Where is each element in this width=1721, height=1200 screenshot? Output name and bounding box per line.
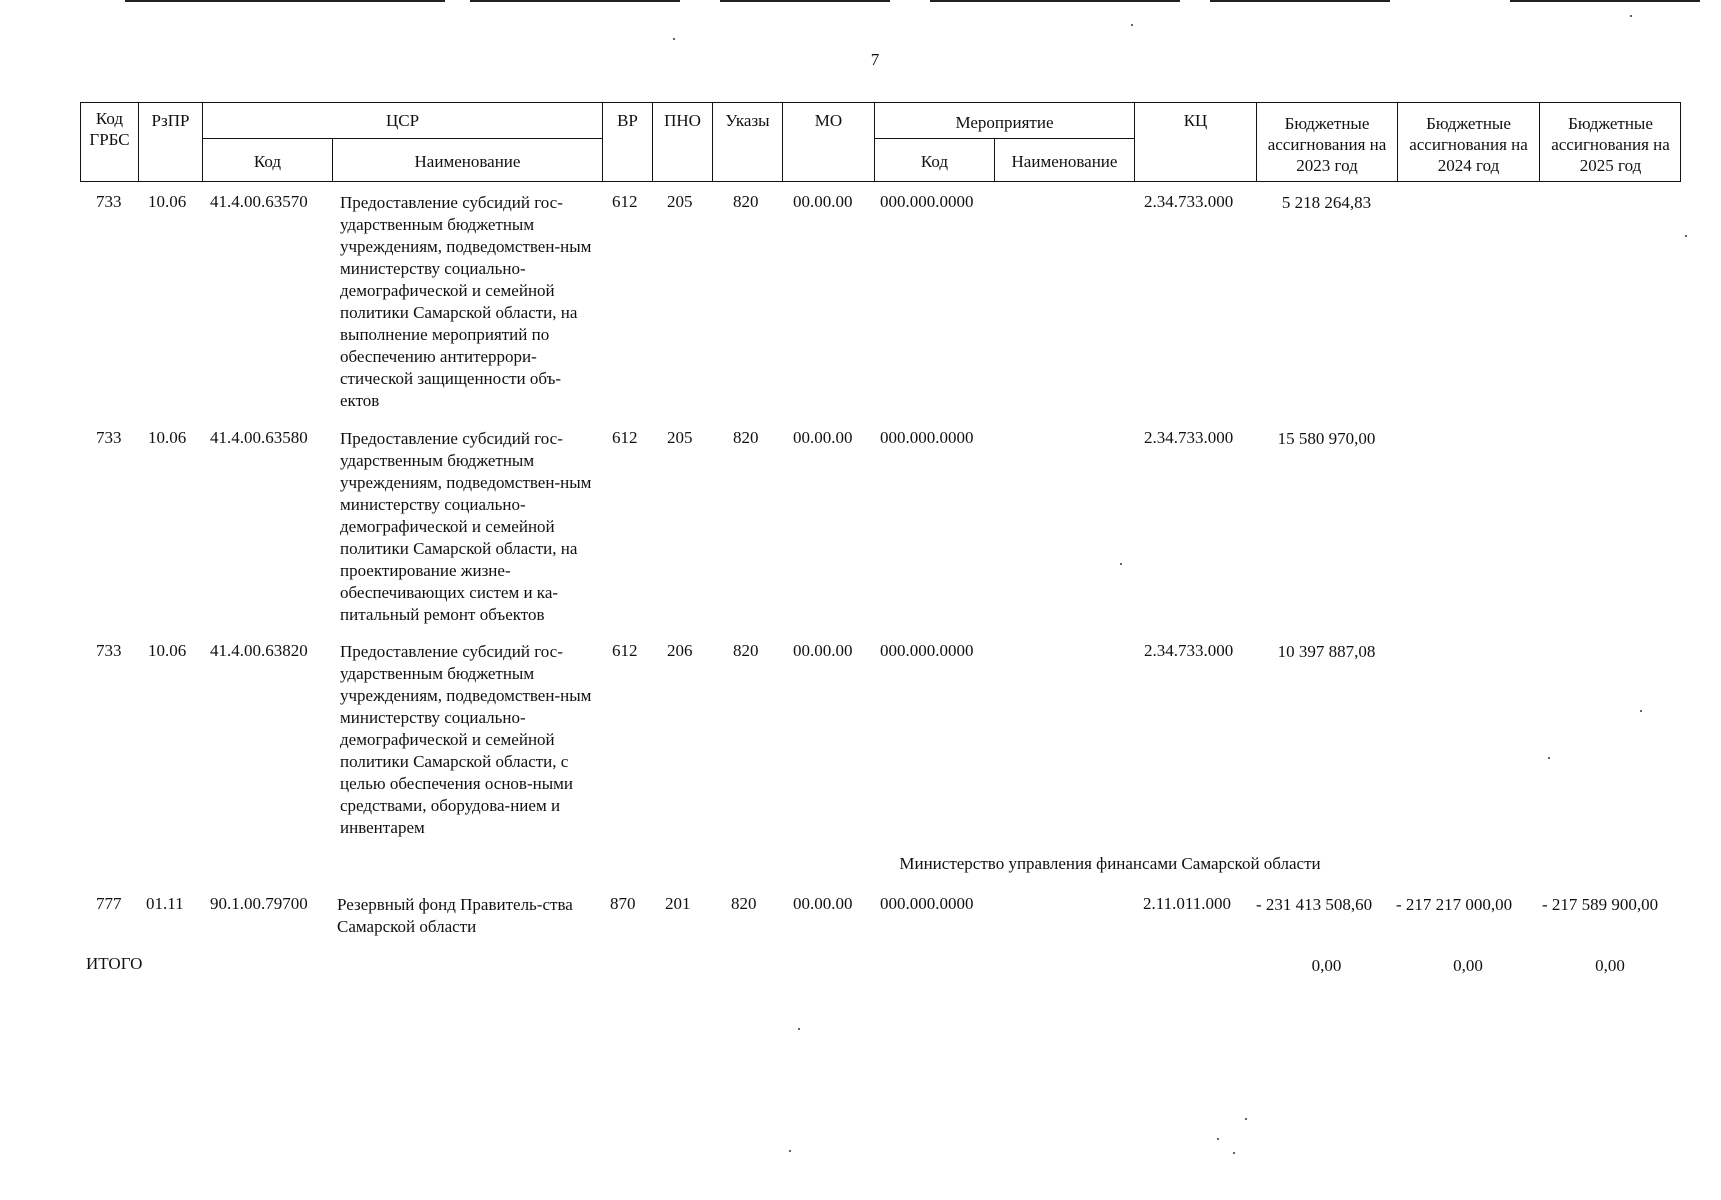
cell-name: Предоставление субсидий гос-ударственным бюджетным учреждениям, подведомствен-ным министерству социально-демографической и семейной политики Самарской области, на проектирование жизне-обеспечивающих систем и ка-питальный ремонт объектов bbox=[340, 429, 592, 624]
header-pno bbox=[652, 102, 712, 182]
header-vr bbox=[602, 102, 652, 182]
cell-vr: 612 bbox=[612, 641, 638, 660]
cell-rzpr: 01.11 bbox=[146, 894, 184, 913]
header-kod-grbs-label: Код ГРБС bbox=[89, 109, 130, 149]
cell-mer-kod: 000.000.0000 bbox=[880, 428, 974, 447]
cell-rzpr: 10.06 bbox=[148, 428, 187, 447]
cell-mer-kod: 000.000.0000 bbox=[880, 641, 974, 660]
cell-rzpr: 10.06 bbox=[148, 641, 187, 660]
header-b2023 bbox=[1256, 102, 1397, 182]
scan-speck bbox=[798, 1028, 800, 1030]
total-b2025: 0,00 bbox=[1595, 956, 1625, 975]
scan-top-line bbox=[720, 0, 890, 2]
scan-top-line bbox=[1210, 0, 1390, 2]
scan-speck bbox=[1548, 757, 1550, 759]
cell-name: Резервный фонд Правитель-ства Самарской области bbox=[337, 895, 573, 936]
header-csr bbox=[202, 102, 602, 138]
cell-ukazy: 820 bbox=[733, 641, 759, 660]
cell-csr-kod: 90.1.00.79700 bbox=[210, 894, 308, 913]
header-mer-name-label: Наименование bbox=[1011, 152, 1118, 171]
total-label: ИТОГО bbox=[86, 954, 143, 973]
header-vr-label: ВР bbox=[617, 111, 638, 130]
cell-grbs: 733 bbox=[96, 192, 122, 211]
scan-top-line bbox=[125, 0, 445, 2]
scan-speck bbox=[673, 38, 675, 40]
header-b2025 bbox=[1539, 102, 1681, 182]
cell-vr: 612 bbox=[612, 192, 638, 211]
cell-csr-kod: 41.4.00.63820 bbox=[210, 641, 308, 660]
scan-speck bbox=[1640, 710, 1642, 712]
header-rzpr-label: РзПР bbox=[151, 111, 190, 130]
cell-rzpr: 10.06 bbox=[148, 192, 187, 211]
cell-ukazy: 820 bbox=[731, 894, 757, 913]
cell-mer-kod: 000.000.0000 bbox=[880, 894, 974, 913]
cell-grbs: 733 bbox=[96, 641, 122, 660]
cell-kc: 2.34.733.000 bbox=[1144, 192, 1234, 211]
cell-b2023: 5 218 264,83 bbox=[1281, 193, 1372, 212]
cell-pno: 205 bbox=[667, 192, 693, 211]
cell-ukazy: 820 bbox=[733, 192, 759, 211]
scan-speck bbox=[1120, 563, 1122, 565]
cell-mer-kod: 000.000.0000 bbox=[880, 192, 974, 211]
header-csr-label: ЦСР bbox=[385, 111, 420, 130]
cell-kc: 2.34.733.000 bbox=[1144, 428, 1234, 447]
page-number: 7 bbox=[870, 50, 880, 69]
scan-speck bbox=[1245, 1118, 1247, 1120]
scan-speck bbox=[789, 1150, 791, 1152]
cell-mo: 00.00.00 bbox=[793, 192, 853, 211]
header-b2025-label: Бюджетные ассигнования на 2025 год bbox=[1551, 114, 1670, 175]
cell-b2024: - 217 217 000,00 bbox=[1396, 895, 1513, 914]
header-csr-kod-label: Код bbox=[253, 152, 282, 171]
total-b2023: 0,00 bbox=[1311, 956, 1342, 975]
scan-speck bbox=[1217, 1138, 1219, 1140]
cell-name: Предоставление субсидий гос-ударственным бюджетным учреждениям, подведомствен-ным министерству социально-демографической и семейной политики Самарской области, на выполнение мероприятий по обеспечению антитеррори-стической защищенности объ-ектов bbox=[340, 193, 592, 410]
header-kc-label: КЦ bbox=[1183, 111, 1208, 130]
header-csr-name bbox=[332, 138, 602, 182]
header-b2024-label: Бюджетные ассигнования на 2024 год bbox=[1409, 114, 1528, 175]
scan-speck bbox=[1685, 235, 1687, 237]
header-pno-label: ПНО bbox=[664, 111, 701, 130]
section-title: Министерство управления финансами Самарской области bbox=[899, 854, 1321, 873]
header-mer-name bbox=[994, 138, 1134, 182]
scan-top-line bbox=[470, 0, 680, 2]
total-b2024: 0,00 bbox=[1453, 956, 1483, 975]
header-meropriyatie-label: Мероприятие bbox=[955, 113, 1054, 132]
cell-pno: 201 bbox=[665, 894, 691, 913]
header-mo bbox=[782, 102, 874, 182]
cell-pno: 205 bbox=[667, 428, 693, 447]
cell-ukazy: 820 bbox=[733, 428, 759, 447]
header-kod-grbs bbox=[80, 102, 138, 182]
cell-grbs: 733 bbox=[96, 428, 122, 447]
cell-name: Предоставление субсидий гос-ударственным бюджетным учреждениям, подведомствен-ным министерству социально-демографической и семейной политики Самарской области, с целью обеспечения основ-ными средствами, оборудова-нием и инвентарем bbox=[340, 642, 592, 837]
cell-mo: 00.00.00 bbox=[793, 641, 853, 660]
scan-speck bbox=[1233, 1152, 1235, 1154]
cell-b2023: - 231 413 508,60 bbox=[1256, 895, 1373, 914]
scan-speck bbox=[1630, 15, 1632, 17]
cell-pno: 206 bbox=[667, 641, 693, 660]
cell-b2023: 10 397 887,08 bbox=[1277, 642, 1376, 661]
header-mo-label: МО bbox=[814, 111, 843, 130]
scan-top-line bbox=[1510, 0, 1700, 2]
header-meropriyatie bbox=[874, 102, 1134, 138]
cell-b2025: - 217 589 900,00 bbox=[1542, 895, 1659, 914]
header-rzpr bbox=[138, 102, 202, 182]
header-mer-kod-label: Код bbox=[920, 152, 949, 171]
cell-csr-kod: 41.4.00.63570 bbox=[210, 192, 308, 211]
header-ukazy-label: Указы bbox=[725, 111, 770, 130]
header-b2024 bbox=[1397, 102, 1539, 182]
cell-vr: 870 bbox=[610, 894, 636, 913]
cell-b2023: 15 580 970,00 bbox=[1277, 429, 1376, 448]
header-csr-kod bbox=[202, 138, 332, 182]
cell-csr-kod: 41.4.00.63580 bbox=[210, 428, 308, 447]
header-mer-kod bbox=[874, 138, 994, 182]
cell-kc: 2.34.733.000 bbox=[1144, 641, 1234, 660]
scan-speck bbox=[1131, 24, 1133, 26]
header-kc bbox=[1134, 102, 1256, 182]
cell-vr: 612 bbox=[612, 428, 638, 447]
header-ukazy bbox=[712, 102, 782, 182]
header-b2023-label: Бюджетные ассигнования на 2023 год bbox=[1267, 114, 1387, 175]
header-csr-name-label: Наименование bbox=[414, 152, 521, 171]
cell-mo: 00.00.00 bbox=[793, 894, 853, 913]
cell-kc: 2.11.011.000 bbox=[1143, 894, 1231, 913]
scan-top-line bbox=[930, 0, 1180, 2]
cell-mo: 00.00.00 bbox=[793, 428, 853, 447]
cell-grbs: 777 bbox=[96, 894, 122, 913]
